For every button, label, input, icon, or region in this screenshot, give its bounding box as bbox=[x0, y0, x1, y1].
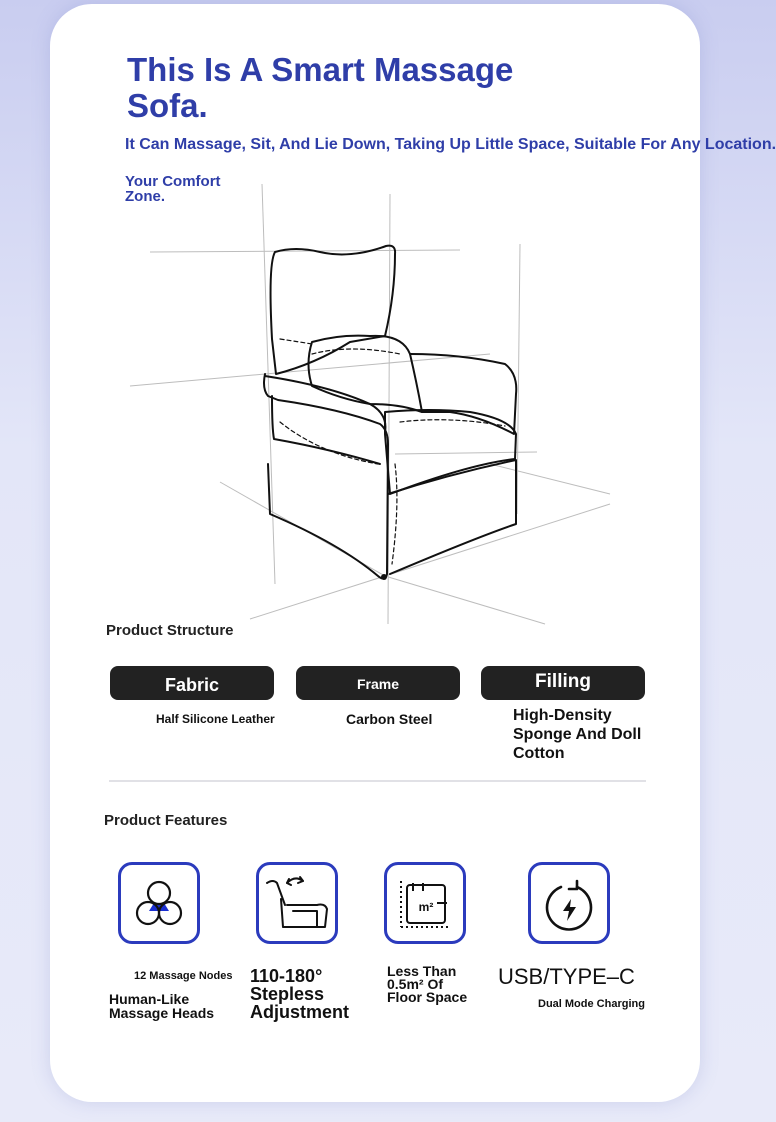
feature-1-small: 12 Massage Nodes bbox=[134, 970, 233, 982]
feature-2-big: 110-180° Stepless Adjustment bbox=[250, 966, 349, 1022]
product-card bbox=[50, 4, 776, 1102]
fabric-value: Half Silicone Leather bbox=[156, 712, 275, 726]
frame-value: Carbon Steel bbox=[346, 711, 433, 727]
feature-4-big: USB/TYPE–C bbox=[498, 964, 635, 989]
divider bbox=[109, 780, 646, 782]
filling-value: High-Density Sponge And Doll Cotton bbox=[513, 707, 642, 762]
page-title: This Is A Smart Massage Sofa. bbox=[127, 51, 514, 124]
sofa-illustration bbox=[50, 164, 700, 634]
recline-icon bbox=[256, 862, 338, 944]
feature-3-big: Less Than 0.5m² Of Floor Space bbox=[387, 963, 468, 1005]
charging-icon bbox=[528, 862, 610, 944]
floor-area-icon-label: m² bbox=[418, 900, 434, 914]
fabric-pill: Fabric bbox=[110, 666, 274, 700]
floor-area-icon bbox=[384, 862, 466, 944]
tagline: Your Comfort Zone. bbox=[125, 173, 221, 205]
features-label: Product Features bbox=[104, 812, 228, 829]
massage-nodes-icon bbox=[118, 862, 200, 944]
feature-4-small: Dual Mode Charging bbox=[538, 998, 645, 1010]
frame-pill: Frame bbox=[296, 666, 460, 700]
feature-1-big: Human-Like Massage Heads bbox=[109, 991, 215, 1021]
subtitle: It Can Massage, Sit, And Lie Down, Taking Up Little Space, Suitable For Any Location. bbox=[125, 136, 776, 153]
filling-pill: Filling bbox=[481, 666, 645, 700]
structure-label: Product Structure bbox=[106, 622, 234, 639]
